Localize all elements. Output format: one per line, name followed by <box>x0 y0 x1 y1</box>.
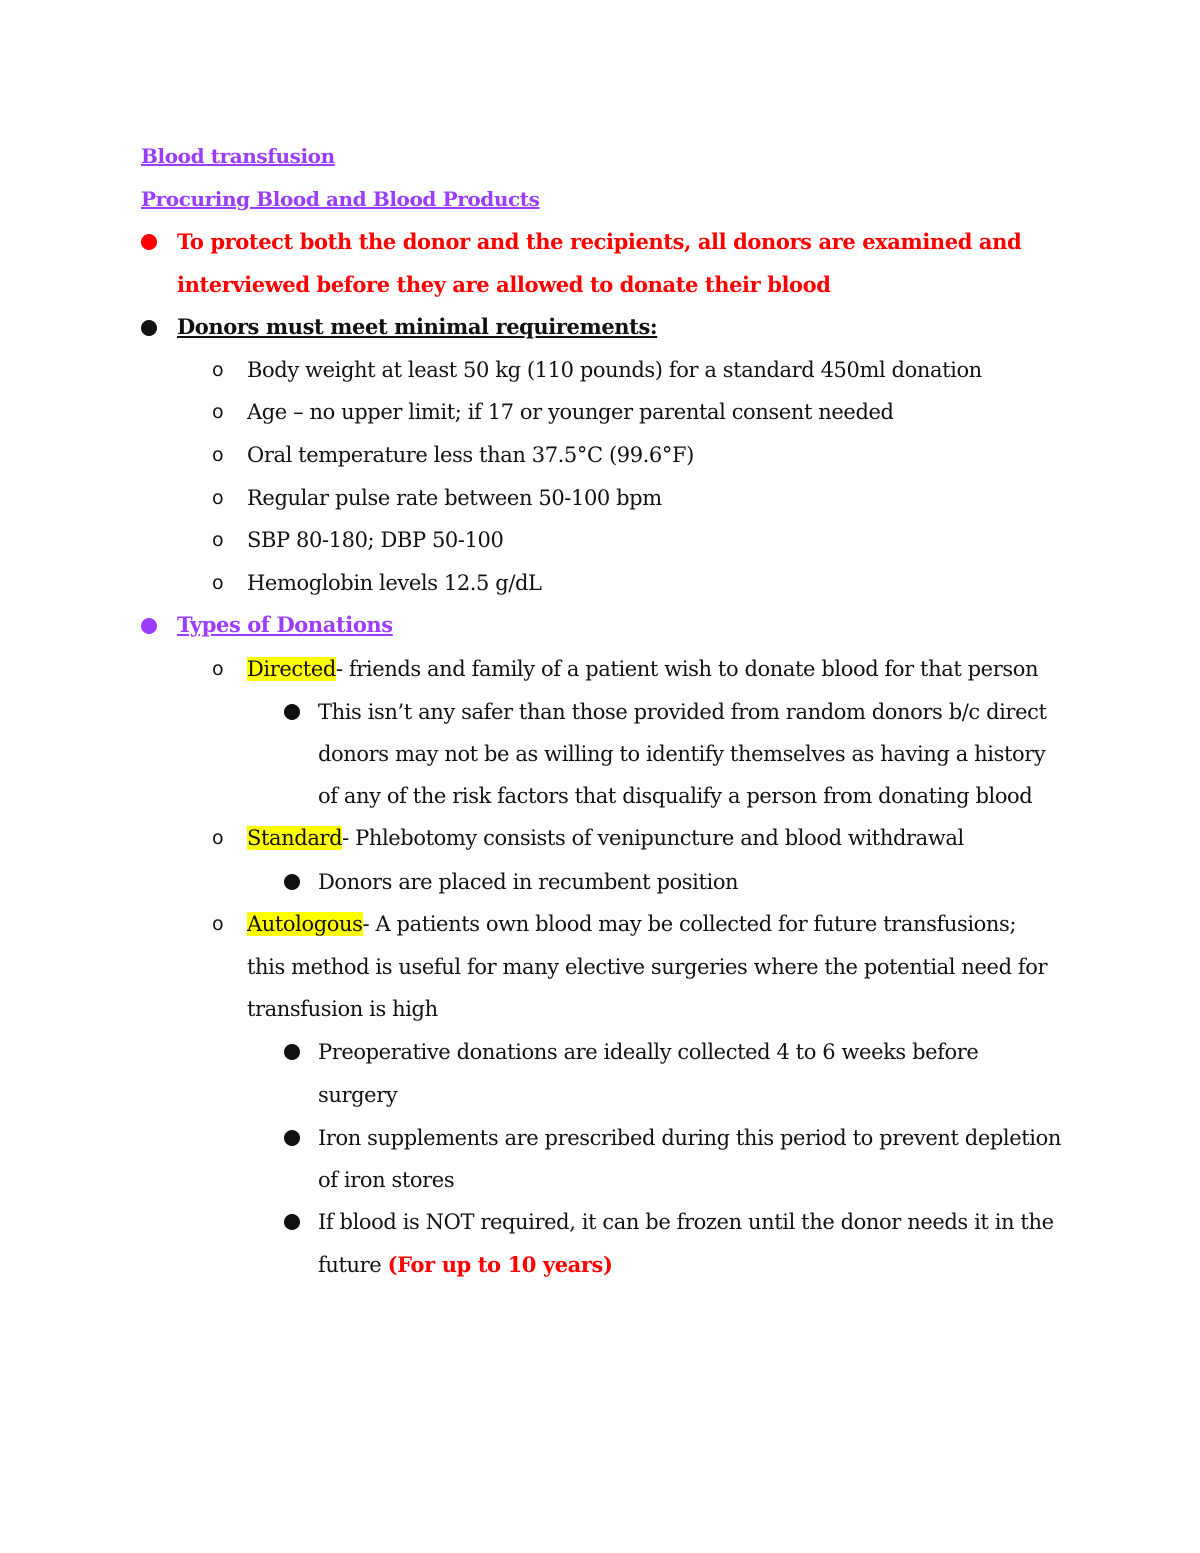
standard-item <box>247 824 964 852</box>
directed-term: Directed <box>247 657 336 681</box>
directed-item <box>247 655 1038 683</box>
directed-sub-line-3: of any of the risk factors that disqualify a person from donating blood <box>318 784 1033 808</box>
autologous-sub-2-line-1: Iron supplements are prescribed during this period to prevent depletion <box>318 1126 1061 1150</box>
circle-bullet-icon: o <box>212 913 224 935</box>
requirement-item: Regular pulse rate between 50-100 bpm <box>247 486 662 510</box>
donations-heading: Types of Donations <box>177 612 393 637</box>
intro-line-2: interviewed before they are allowed to donate their blood <box>177 272 831 297</box>
circle-bullet-icon: o <box>212 487 224 509</box>
autologous-sub-3-line-1: If blood is NOT required, it can be frozen until the donor needs it in the <box>318 1210 1054 1234</box>
bullet-icon <box>284 704 300 720</box>
circle-bullet-icon: o <box>212 827 224 849</box>
requirements-heading: Donors must meet minimal requirements: <box>177 314 658 339</box>
directed-sub-line-2: donors may not be as willing to identify themselves as having a history <box>318 742 1046 766</box>
autologous-sub-3-line-2 <box>318 1251 613 1279</box>
directed-sub-line-1: This isn’t any safer than those provided from random donors b/c direct <box>318 700 1047 724</box>
standard-term: Standard <box>247 826 343 850</box>
bullet-icon <box>284 1130 300 1146</box>
bullet-icon <box>284 874 300 890</box>
purple-bullet-icon <box>141 618 157 634</box>
autologous-sub-3-text: future <box>318 1253 388 1277</box>
circle-bullet-icon: o <box>212 529 224 551</box>
requirement-item: Oral temperature less than 37.5°C (99.6°F) <box>247 443 694 467</box>
autologous-text-2: this method is useful for many elective surgeries where the potential need for <box>247 955 1048 979</box>
bullet-icon <box>284 1214 300 1230</box>
bullet-icon <box>284 1044 300 1060</box>
requirement-item: SBP 80-180; DBP 50-100 <box>247 528 504 552</box>
circle-bullet-icon: o <box>212 572 224 594</box>
requirement-item: Body weight at least 50 kg (110 pounds) for a standard 450ml donation <box>247 358 982 382</box>
bullet-icon <box>141 320 157 336</box>
autologous-sub-1-line-1: Preoperative donations are ideally collected 4 to 6 weeks before <box>318 1040 979 1064</box>
doc-subtitle: Procuring Blood and Blood Products <box>141 187 540 211</box>
autologous-term: Autologous <box>247 912 363 936</box>
standard-text: - Phlebotomy consists of venipuncture and blood withdrawal <box>342 826 964 850</box>
red-bullet-icon <box>141 234 157 250</box>
requirement-item: Hemoglobin levels 12.5 g/dL <box>247 571 542 595</box>
directed-text: - friends and family of a patient wish to donate blood for that person <box>335 657 1039 681</box>
standard-sub: Donors are placed in recumbent position <box>318 870 739 894</box>
circle-bullet-icon: o <box>212 401 224 423</box>
autologous-item <box>247 910 1016 938</box>
requirement-item: Age – no upper limit; if 17 or younger parental consent needed <box>247 400 894 424</box>
autologous-text-3: transfusion is high <box>247 997 438 1021</box>
intro-line-1: To protect both the donor and the recipients, all donors are examined and <box>177 229 1022 254</box>
autologous-sub-3-emphasis: (For up to 10 years) <box>387 1252 613 1277</box>
autologous-sub-1-line-2: surgery <box>318 1083 398 1107</box>
doc-title: Blood transfusion <box>141 144 335 168</box>
circle-bullet-icon: o <box>212 359 224 381</box>
autologous-sub-2-line-2: of iron stores <box>318 1168 455 1192</box>
autologous-text-1: - A patients own blood may be collected for future transfusions; <box>362 912 1017 936</box>
circle-bullet-icon: o <box>212 658 224 680</box>
circle-bullet-icon: o <box>212 444 224 466</box>
